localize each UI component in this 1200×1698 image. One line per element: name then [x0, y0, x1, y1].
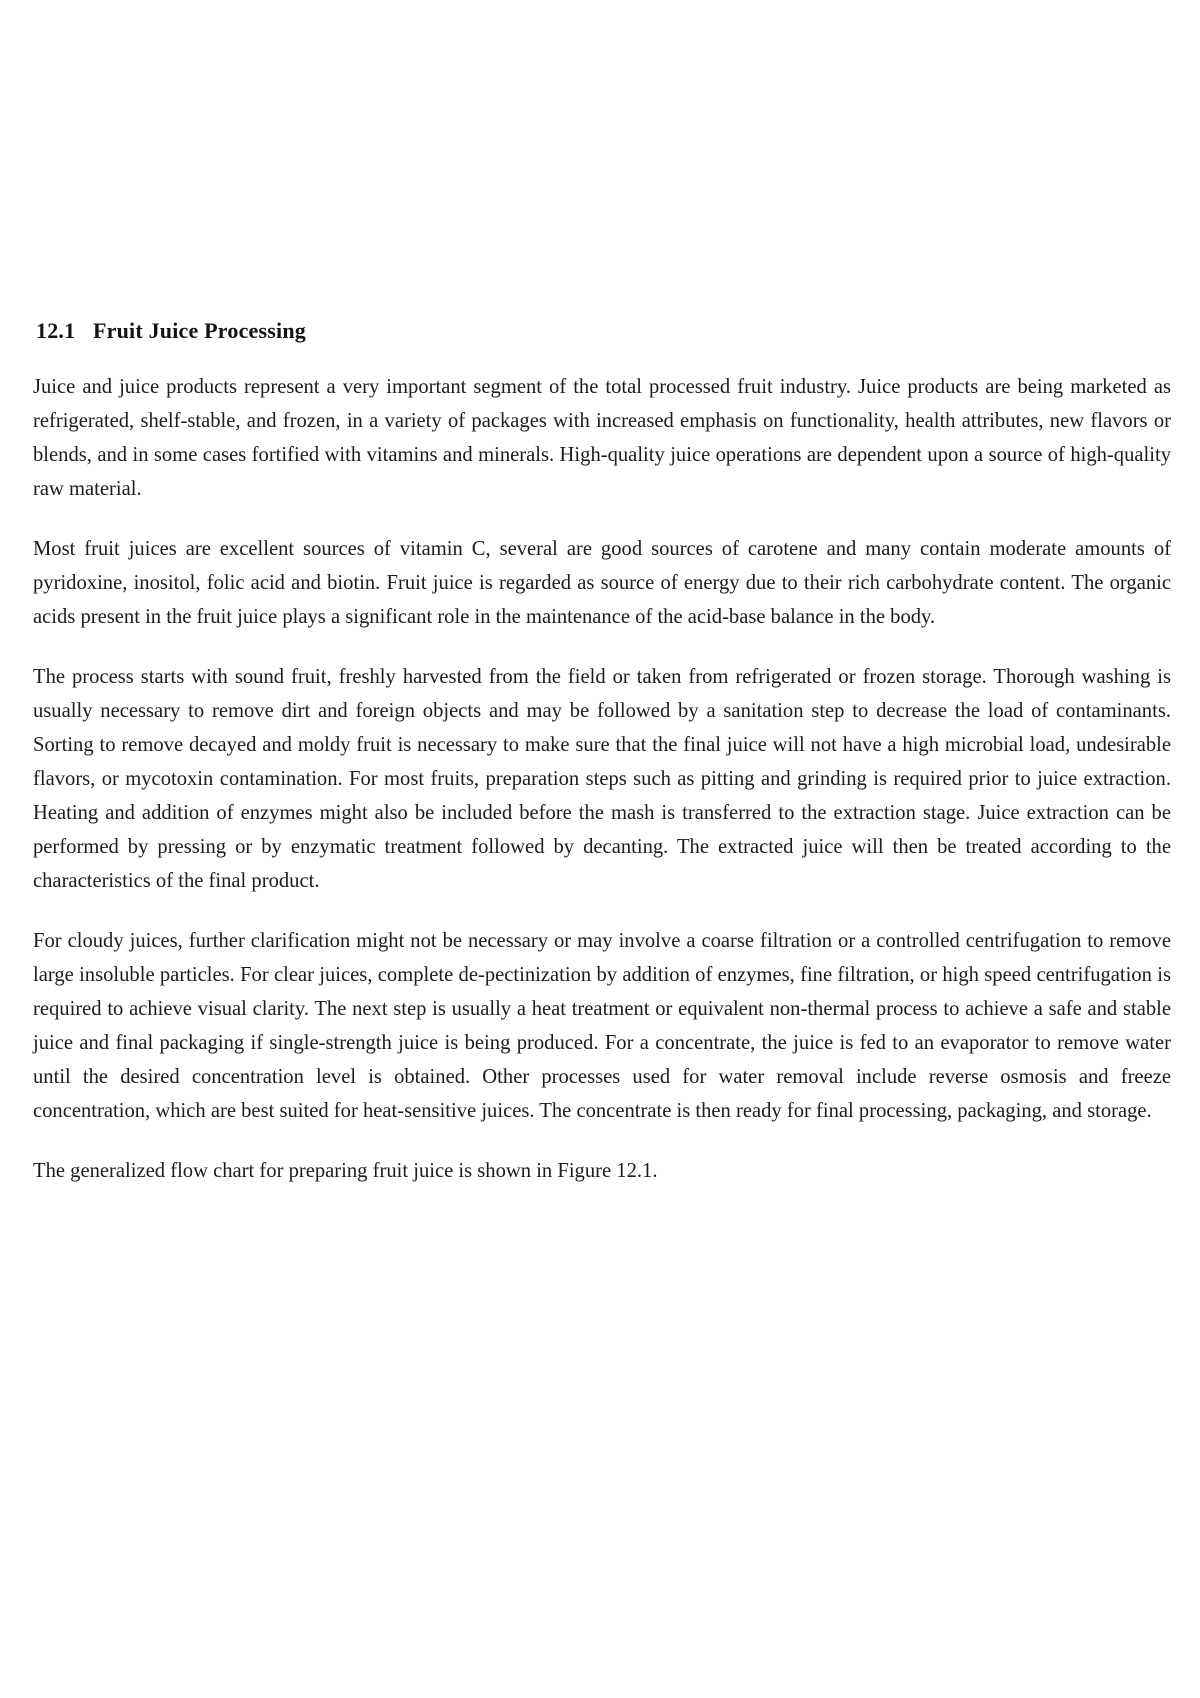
- paragraph-nutrition: Most fruit juices are excellent sources of vitamin C, several are good sources of carotene and many contain moderate amounts of pyridoxine, inositol, folic acid and biotin. Fruit juice is regarded as source of energy due to their rich carbohydrate content. The organic acids present in the fruit juice plays a significant role in the maintenance of the acid-base balance in the body.: [33, 538, 1171, 628]
- paragraph-clarification: For cloudy juices, further clarification might not be necessary or may involve a coarse filtration or a controlled centrifugation to remove large insoluble particles. For clear juices, complete de-pectinization by addition of enzymes, fine filtration, or high speed centrifugation is required to achieve visual clarity. The next step is usually a heat treatment or equivalent non-thermal process to achieve a safe and stable juice and final packaging if single-strength juice is being produced. For a concentrate, the juice is fed to an evaporator to remove water until the desired concentration level is obtained. Other processes used for water removal include reverse osmosis and freeze concentration, which are best suited for heat-sensitive juices. The concentrate is then ready for final processing, packaging, and storage.: [33, 930, 1171, 1122]
- section-heading: [36, 318, 1171, 344]
- paragraph-juice-products: Juice and juice products represent a very important segment of the total processed fruit industry. Juice products are being marketed as refrigerated, shelf-stable, and frozen, in a variety of packages with increased emphasis on functionality, health attributes, new flavors or blends, and in some cases fortified with vitamins and minerals. High-quality juice operations are dependent upon a source of high-quality raw material.: [33, 376, 1171, 500]
- section-title: Fruit Juice Processing: [93, 318, 306, 343]
- section-number: 12.1: [36, 318, 76, 343]
- paragraph-figure-reference: The generalized flow chart for preparing fruit juice is shown in Figure 12.1.: [33, 1160, 658, 1182]
- paragraph-process-start: The process starts with sound fruit, freshly harvested from the field or taken from refrigerated or frozen storage. Thorough washing is usually necessary to remove dirt and foreign objects and may be followed by a sanitation step to decrease the load of contaminants. Sorting to remove decayed and moldy fruit is necessary to make sure that the final juice will not have a high microbial load, undesirable flavors, or mycotoxin contamination. For most fruits, preparation steps such as pitting and grinding is required prior to juice extraction. Heating and addition of enzymes might also be included before the mash is transferred to the extraction stage. Juice extraction can be performed by pressing or by enzymatic treatment followed by decanting. The extracted juice will then be treated according to the characteristics of the final product.: [33, 666, 1171, 892]
- document-content: [33, 318, 1171, 1214]
